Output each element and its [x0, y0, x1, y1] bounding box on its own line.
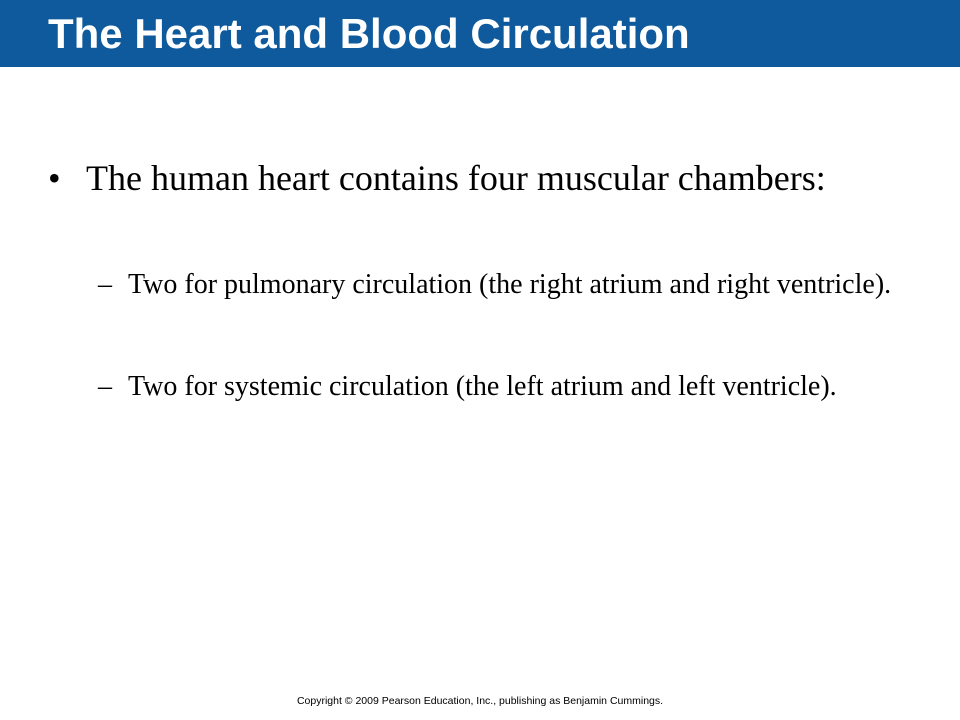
dash-icon: –	[98, 269, 112, 300]
main-bullet	[48, 154, 908, 202]
dash-icon: –	[98, 371, 112, 402]
main-bullet-text: The human heart contains four muscular chambers:	[86, 158, 826, 198]
sub-bullet-systemic	[98, 367, 918, 407]
sub-bullet-pulmonary	[98, 265, 918, 305]
sub-bullet-text: Two for pulmonary circulation (the right atrium and right ventricle).	[128, 269, 892, 300]
slide-title: The Heart and Blood Circulation	[48, 10, 690, 57]
sub-bullet-text: Two for systemic circulation (the left atrium and left ventricle).	[128, 371, 837, 402]
title-bar	[0, 0, 960, 67]
copyright-notice: Copyright © 2009 Pearson Education, Inc., publishing as Benjamin Cummings.	[296, 695, 664, 707]
bullet-icon: •	[48, 158, 61, 198]
